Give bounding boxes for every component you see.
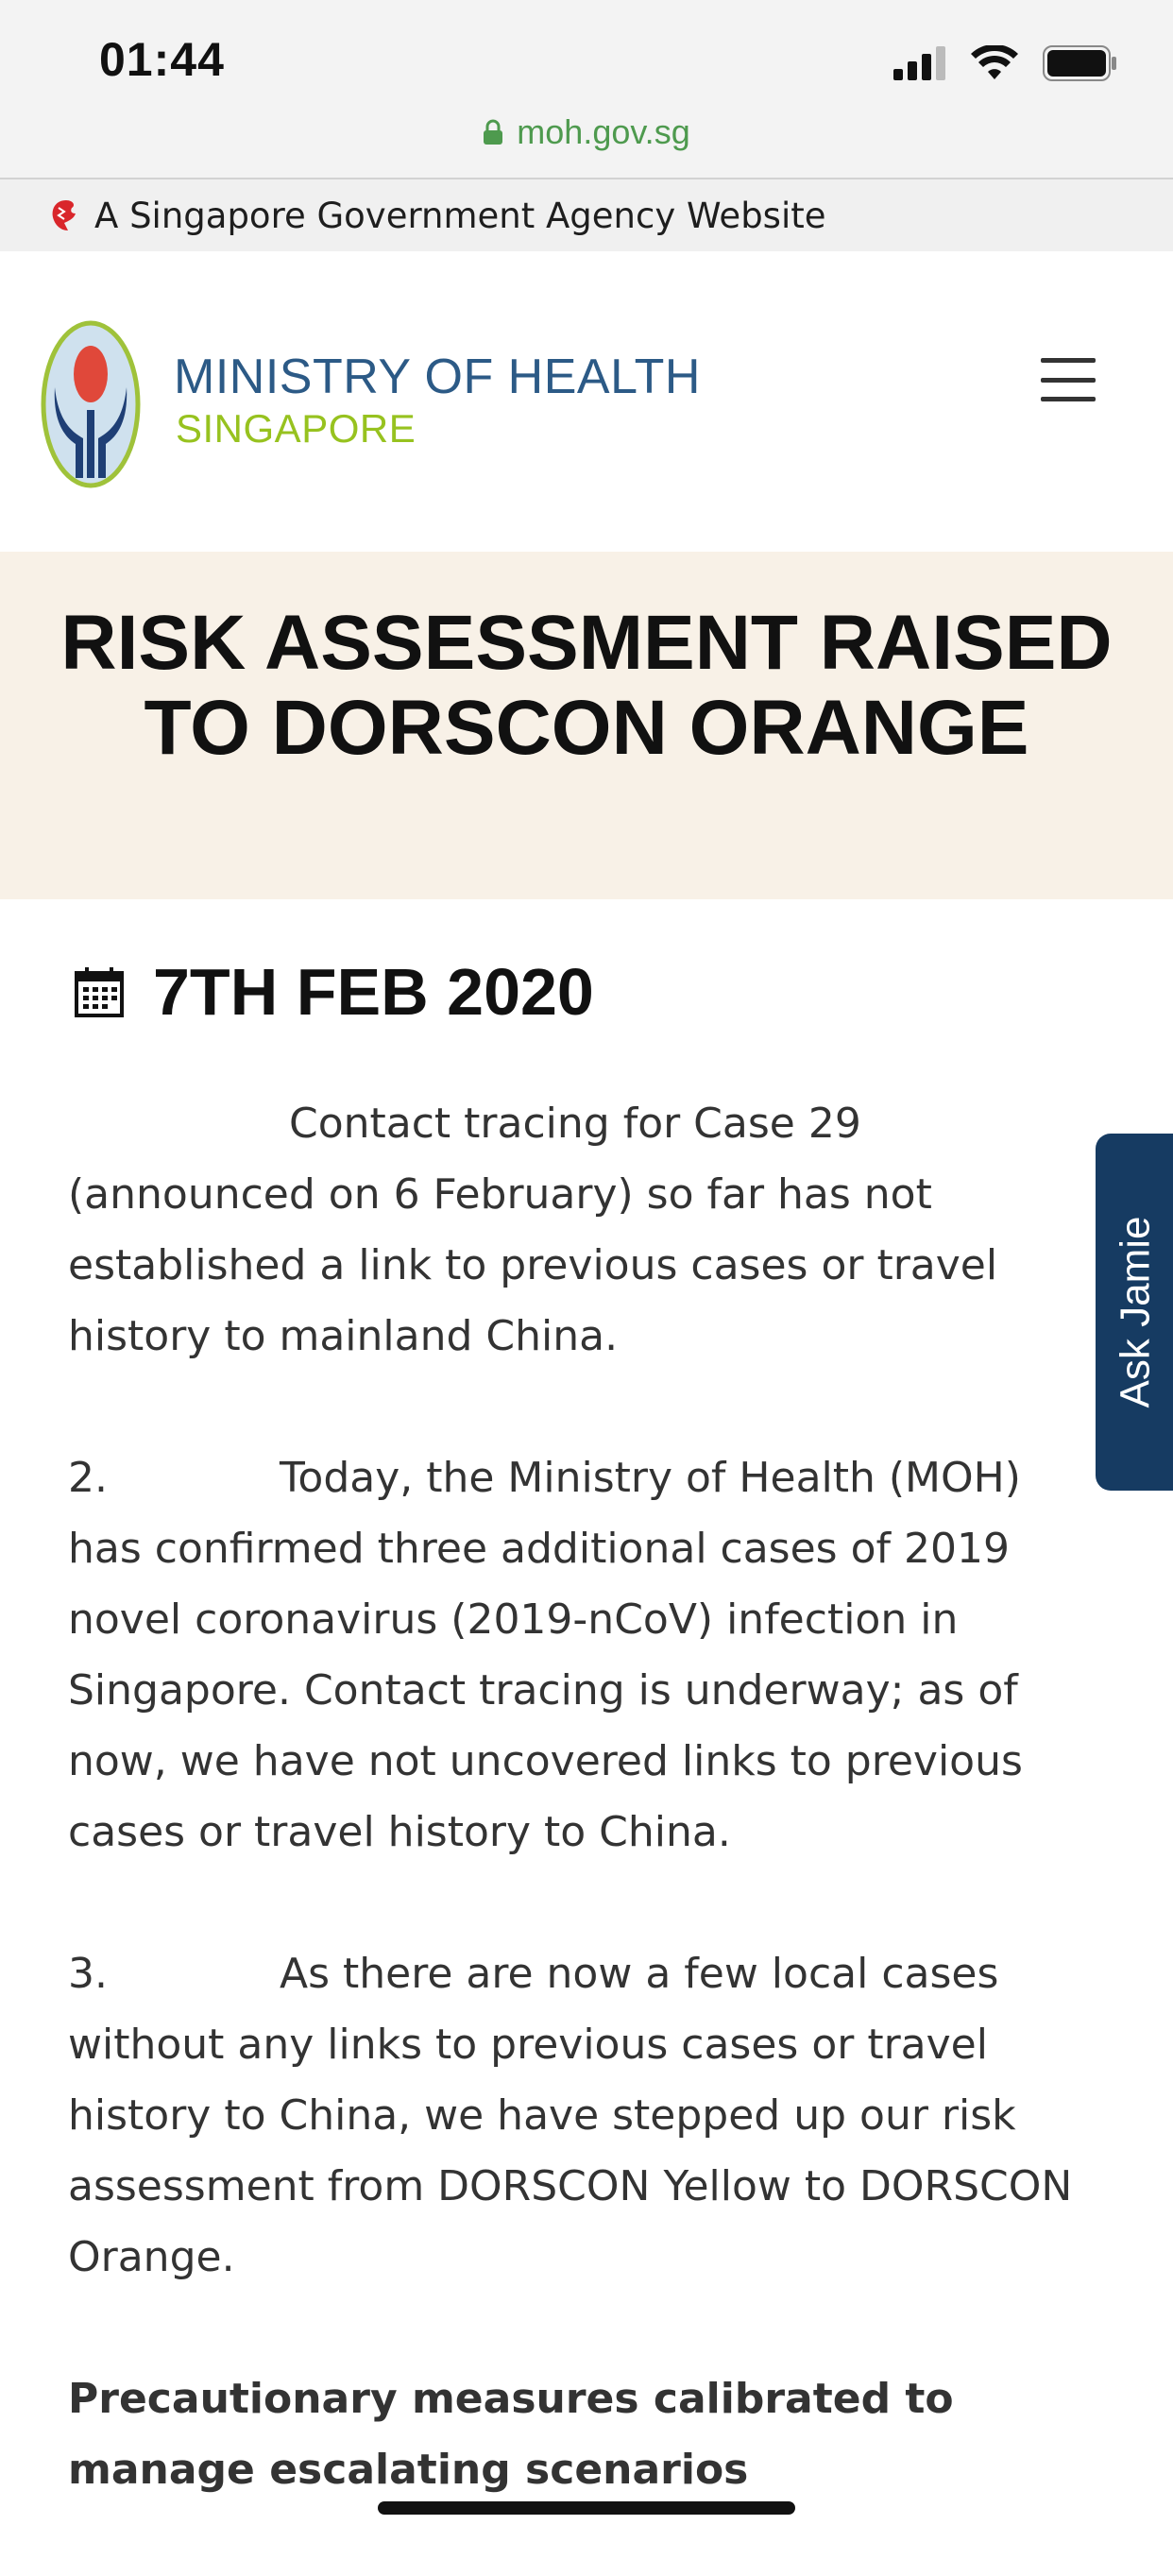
- menu-bar: [1041, 397, 1096, 401]
- gov-banner: [0, 179, 1173, 251]
- page-title-line-1: RISK ASSESSMENT RAISED: [60, 600, 1113, 686]
- paragraph-2-text: Today, the Ministry of Health (MOH) has confirmed three additional cases of 2019 novel coronavirus (2019-nCoV) infection in Singapore. Contact tracing is underway; as of now, we have not uncovered links to previous cases or travel history to China.: [68, 1454, 1023, 1856]
- page-title: [0, 601, 1173, 771]
- article-paragraph-3: [68, 1938, 1107, 2293]
- paragraph-3-text: As there are now a few local cases without any links to previous cases or travel history to China, we have stepped up our risk assessment from DORSCON Yellow to DORSCON Orange.: [68, 1950, 1073, 2281]
- address-bar[interactable]: [0, 109, 1173, 156]
- article-paragraph-1: [68, 1088, 1107, 1372]
- article-body: [68, 1088, 1107, 2576]
- menu-bar: [1041, 358, 1096, 363]
- title-band: [0, 552, 1173, 899]
- status-bar: [0, 0, 1173, 179]
- logo-subtitle: SINGAPORE: [176, 406, 416, 451]
- article-subheading: Precautionary measures calibrated to manage escalating scenarios: [68, 2375, 954, 2494]
- page-title-line-2: TO DORSCON ORANGE: [144, 685, 1029, 771]
- lion-head-icon: [45, 196, 83, 234]
- logo-title: MINISTRY OF HEALTH: [174, 350, 701, 404]
- home-indicator[interactable]: [378, 2501, 795, 2515]
- calendar-icon: [74, 965, 125, 1018]
- hamburger-menu-icon[interactable]: [1041, 358, 1096, 401]
- moh-logo-icon[interactable]: [40, 319, 142, 489]
- status-icons: [893, 40, 1118, 87]
- paragraph-1-text: Contact tracing for Case 29 (announced on 6 February) so far has not established a link to previous cases or travel history to mainland China.: [68, 1100, 998, 1360]
- article-date: 7TH FEB 2020: [153, 955, 594, 1029]
- date-row: [74, 954, 594, 1030]
- url-text: moh.gov.sg: [517, 112, 690, 151]
- cellular-signal-icon: [893, 46, 946, 80]
- paragraph-2-number: 2.: [68, 1454, 108, 1502]
- battery-icon: [1043, 45, 1118, 81]
- menu-bar: [1041, 378, 1096, 383]
- gov-banner-text: A Singapore Government Agency Website: [94, 195, 826, 236]
- article-paragraph-2: [68, 1442, 1107, 1868]
- lock-icon: [483, 119, 503, 145]
- ask-jamie-label: Ask Jamie: [1112, 1216, 1159, 1408]
- ask-jamie-button[interactable]: [1096, 1134, 1173, 1491]
- site-header: [0, 251, 1173, 554]
- wifi-icon: [971, 45, 1018, 81]
- status-time: 01:44: [99, 33, 225, 86]
- paragraph-3-number: 3.: [68, 1950, 108, 1998]
